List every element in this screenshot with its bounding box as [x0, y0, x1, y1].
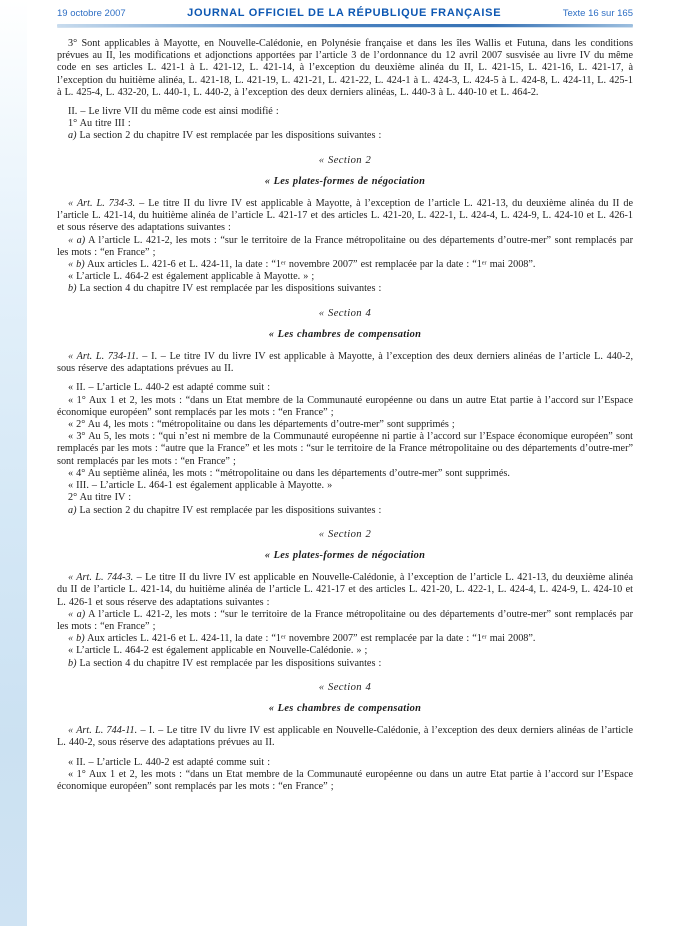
paragraph [57, 609, 633, 633]
scan-edge-tint [0, 0, 27, 926]
paragraph-lead: « b) [68, 633, 85, 645]
paragraph: 3° Sont applicables à Mayotte, en Nouvelle-Calédonie, en Polynésie française et dans les îles Wallis et Futuna, dans les conditions prévues au II, les modifications et adjonctions apportées par l’article 3 de l’ordonnance du 12 avril 2007 susvisée au livre IV du même code en ses articles L. 421-1 à L. 421-12, L. 421-14, à l’exception du deuxième alinéa du II, L. 421-15, L. 421-16, L. 421-17, à l’exception du huitième alinéa, L. 421-18, L. 421-19, L. 421-21, L. 421-22, L. 424-1 à L. 424-3, L. 424-5 à L. 424-8, L. 424-11, L. 425-1 à L. 425-4, L. 432-20, L. 440-1, L. 440-2, à l’exception des deux derniers alinéas, L. 440-3 à L. 440-10 et L. 464-2. [57, 38, 633, 98]
paragraph: « II. – L’article L. 440-2 est adapté comme suit : [68, 382, 271, 394]
paragraph-lead: « Art. L. 734-3. [68, 198, 136, 210]
paragraph: 1° Au titre III : [68, 118, 131, 130]
paragraph [57, 505, 633, 517]
paragraph: « 1° Aux 1 et 2, les mots : “dans un Etat membre de la Communauté européenne ou dans un autre Etat partie à l’accord sur l’Espace économique européen” sont remplacés par les mots : “en France” ; [57, 768, 633, 792]
paragraph: II. – Le livre VII du même code est ainsi modifié : [68, 106, 279, 118]
paragraph [57, 658, 633, 670]
paragraph [57, 259, 633, 271]
journal-date: 19 octobre 2007 [57, 8, 126, 19]
page-header [57, 7, 633, 19]
section-heading: « Section 2 [318, 528, 372, 540]
paragraph [57, 633, 633, 645]
paragraph: « 4° Au septième alinéa, les mots : “métropolitaine ou dans les départements d’outre-mer” sont supprimés. [68, 467, 510, 479]
paragraph-lead: « a) [68, 234, 86, 246]
paragraph [57, 235, 633, 259]
section-subheading: « Les chambres de compensation [268, 328, 422, 340]
paragraph: 2° Au titre IV : [68, 492, 132, 504]
section-subheading: « Les chambres de compensation [268, 702, 422, 714]
paragraph-text: La section 2 du chapitre IV est remplacée par les dispositions suivantes : [76, 130, 382, 142]
paragraph-text: A l’article L. 421-2, les mots : “sur le territoire de la France métropolitaine ou des départements d’outre-mer” sont remplacés par les mots : “en France” ; [57, 608, 633, 632]
paragraph-text: A l’article L. 421-2, les mots : “sur le territoire de la France métropolitaine ou des départements d’outre-mer” sont remplacés par les mots : “en France” ; [57, 234, 633, 258]
paragraph-text: La section 4 du chapitre IV est remplacée par les dispositions suivantes : [76, 657, 382, 669]
paragraph: « III. – L’article L. 464-1 est également applicable à Mayotte. » [68, 480, 333, 492]
document-body [57, 38, 633, 793]
section-heading: « Section 4 [318, 307, 372, 319]
section-heading: « Section 4 [318, 681, 372, 693]
paragraph-lead: « Art. L. 744-11. [68, 725, 138, 737]
paragraph: « L’article L. 464-2 est également applicable en Nouvelle-Calédonie. » ; [68, 645, 368, 657]
journal-title: JOURNAL OFFICIEL DE LA RÉPUBLIQUE FRANÇAISE [187, 7, 502, 19]
journal-page [57, 0, 633, 793]
paragraph [57, 351, 633, 375]
paragraph [57, 725, 633, 749]
paragraph-text: La section 2 du chapitre IV est remplacée par les dispositions suivantes : [76, 504, 382, 516]
paragraph-text: – I. – Le titre IV du livre IV est applicable en Nouvelle-Calédonie, à l’exception des deux derniers alinéas de l’article L. 440-2, sous réserve des adaptations prévues au II. [57, 725, 633, 749]
paragraph [57, 572, 633, 609]
paragraph: « 3° Au 5, les mots : “qui n’est ni membre de la Communauté européenne ni partie à l’accord sur l’Espace économique européen” sont remplacés par les mots : “autre que la France” et les mots : “sur le territoire de la France métropolitaine ou des départements d’outre-mer” sont remplacés par les mots : “en France” ; [57, 431, 633, 467]
paragraph [57, 130, 633, 142]
paragraph-text: – I. – Le titre IV du livre IV est applicable à Mayotte, à l’exception des deux derniers alinéas de l’article L. 440-2, sous réserve des adaptations prévues au II. [57, 351, 633, 375]
paragraph-text: La section 4 du chapitre IV est remplacée par les dispositions suivantes : [76, 283, 382, 295]
header-rule [57, 24, 633, 27]
paragraph-text: Aux articles L. 421-6 et L. 424-11, la date : “1ᵉʳ novembre 2007” est remplacée par la date : “1ᵉʳ mai 2008”. [84, 633, 536, 645]
paragraph-text: Aux articles L. 421-6 et L. 424-11, la date : “1ᵉʳ novembre 2007” est remplacée par la date : “1ᵉʳ mai 2008”. [84, 259, 536, 271]
paragraph-lead: « Art. L. 734-11. [68, 351, 139, 363]
paragraph [57, 283, 633, 295]
section-heading: « Section 2 [318, 154, 372, 166]
paragraph-lead: a) [68, 130, 77, 142]
paragraph: « 1° Aux 1 et 2, les mots : “dans un Etat membre de la Communauté européenne ou dans un autre Etat partie à l’accord sur l’Espace économique européen” sont remplacés par les mots : “en France” ; [57, 394, 633, 418]
paragraph [57, 198, 633, 235]
paragraph-text: – Le titre II du livre IV est applicable à Mayotte, à l’exception de l’article L. 421-13, du deuxième alinéa du II de l’article L. 421-14, du huitième alinéa de l’article L. 421-17 et des articles L. 421-20, L. 422-1, L. 424-4, L. 424-9, L. 424-10 et L. 426-1 et sous réserve des adaptations suivantes : [57, 198, 633, 234]
paragraph-lead: « a) [68, 608, 86, 620]
text-reference: Texte 16 sur 165 [562, 8, 633, 19]
paragraph: « 2° Au 4, les mots : “métropolitaine ou dans les départements d’outre-mer” sont supprimés ; [68, 419, 455, 431]
section-subheading: « Les plates-formes de négociation [264, 549, 426, 561]
paragraph-lead: b) [68, 657, 77, 669]
paragraph-lead: a) [68, 504, 77, 516]
paragraph-lead: « Art. L. 744-3. [68, 572, 134, 584]
paragraph-lead: « b) [68, 259, 85, 271]
paragraph: « II. – L’article L. 440-2 est adapté comme suit : [68, 756, 271, 768]
section-subheading: « Les plates-formes de négociation [264, 175, 426, 187]
paragraph: « L’article L. 464-2 est également applicable à Mayotte. » ; [68, 271, 315, 283]
paragraph-text: – Le titre II du livre IV est applicable en Nouvelle-Calédonie, à l’exception de l’article L. 421-13, du deuxième alinéa du II de l’article L. 421-14, du huitième alinéa de l’article L. 421-17 et des articles L. 421-20, L. 422-1, L. 424-4, L. 424-9, L. 424-10 et L. 426-1 et sous réserve des adaptations suivantes : [57, 572, 633, 608]
paragraph-lead: b) [68, 283, 77, 295]
